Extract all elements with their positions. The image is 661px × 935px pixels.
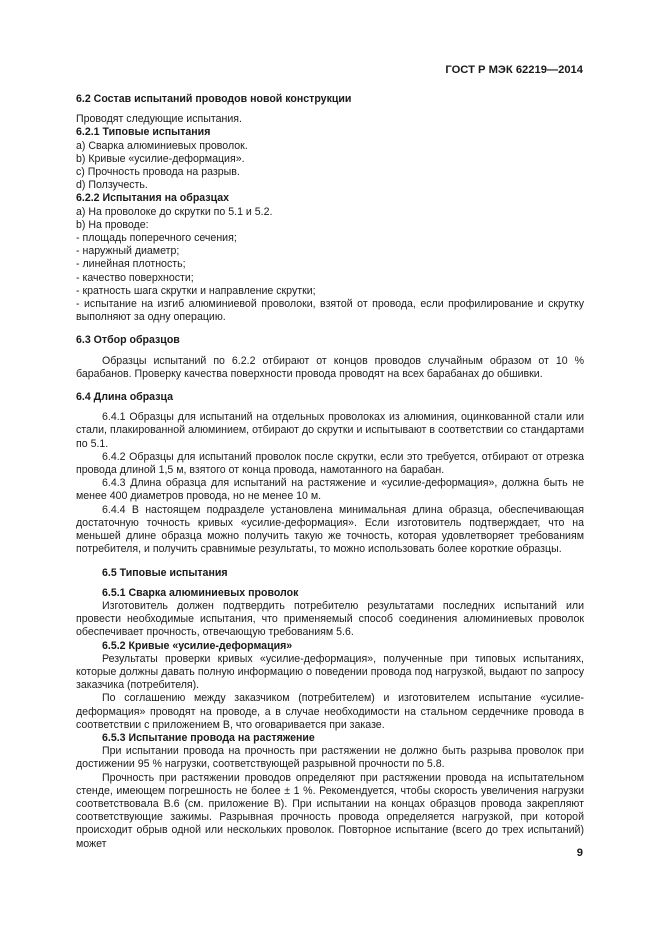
list-item: b) Кривые «усилие-деформация». xyxy=(76,152,245,165)
list-item: a) На проволоке до скрутки по 5.1 и 5.2. xyxy=(76,205,273,218)
paragraph-6-5-1: Изготовитель должен подтвердить потребителю результатами последних испытаний или провести необходимые испытания, что применяемый способ соединения алюминиевых проволок обеспечивает прочность, отвечающую требованиям 5.6. xyxy=(76,599,584,639)
section-6-4-title: 6.4 Длина образца xyxy=(76,391,173,404)
paragraph-6-5-2-b: По соглашению между заказчиком (потребителем) и изготовителем испытание «усилие-деформация» проводят на проводе, а в случае необходимости на стальном сердечнике провода в соответствии с приложением В, что оговаривается при заказе. xyxy=(76,692,584,731)
section-6-2-intro: Проводят следующие испытания. xyxy=(76,113,242,126)
list-item: - качество поверхности; xyxy=(76,271,194,284)
paragraph-6-5-3-b: Прочность при растяжении проводов определяют при растяжении провода на испытательном стенде, имеющем погрешность не более ± 1 %. Рекомендуется, чтобы скорость увеличения нагрузки соответствовала В.6 (см. приложение В). При испытании на концах образцов провода закрепляют соответствующие зажимы. Разрывная прочность провода определяется нагрузкой, при которой происходит обрыв одной или нескольких проволок. Повторное испытание (всего до трех испытаний) может xyxy=(76,771,584,850)
list-item: - кратность шага скрутки и направление скрутки; xyxy=(76,284,316,297)
section-6-5-2-title: 6.5.2 Кривые «усилие-деформация» xyxy=(102,639,293,652)
list-item: - площадь поперечного сечения; xyxy=(76,232,237,245)
section-6-5-title: 6.5 Типовые испытания xyxy=(102,566,228,579)
standard-code-header: ГОСТ Р МЭК 62219—2014 xyxy=(445,64,583,76)
section-6-5-3-title: 6.5.3 Испытание провода на растяжение xyxy=(102,731,315,744)
list-item: b) На проводе: xyxy=(76,218,149,231)
section-6-2-2-title: 6.2.2 Испытания на образцах xyxy=(76,192,230,205)
section-6-5-1-title: 6.5.1 Сварка алюминиевых проволок xyxy=(102,586,299,599)
page-number: 9 xyxy=(576,847,583,859)
section-6-3-text: Образцы испытаний по 6.2.2 отбирают от концов проводов случайным образом от 10 % барабанов. Проверку качества поверхности провода проводят на всех барабанах до обшивки. xyxy=(76,354,584,380)
paragraph-6-4-3: 6.4.3 Длина образца для испытаний на растяжение и «усилие-деформация», должна быть не менее 400 диаметров провода, но не менее 10 м. xyxy=(76,477,584,503)
paragraph-6-5-3-a: При испытании провода на прочность при растяжении не должно быть разрыва проволок при достижении 95 % нагрузки, соответствующей разрывной прочности по 5.8. xyxy=(76,745,584,771)
list-item: - наружный диаметр; xyxy=(76,245,180,258)
list-item: a) Сварка алюминиевых проволок. xyxy=(76,139,248,152)
section-6-2-title: 6.2 Состав испытаний проводов новой конструкции xyxy=(76,93,352,105)
paragraph-6-4-1: 6.4.1 Образцы для испытаний на отдельных проволоках из алюминия, оцинкованной стали или стали, плакированной алюминием, отбирают до скрутки и испытывают в соответствии со стандартами по 5.1. xyxy=(76,411,584,450)
paragraph-6-5-2-a: Результаты проверки кривых «усилие-деформация», полученные при типовых испытаниях, которые должны давать полную информацию о поведении провода под нагрузкой, выдают по запросу заказчика (потребителя). xyxy=(76,652,584,692)
list-item: c) Прочность провода на разрыв. xyxy=(76,166,240,179)
section-6-3-title: 6.3 Отбор образцов xyxy=(76,334,180,347)
document-body xyxy=(76,93,584,851)
paragraph-6-4-2: 6.4.2 Образцы для испытаний проволок после скрутки, если это требуется, отбирают от отрезка провода длиной 1,5 м, взятого от конца провода, намотанного на барабан. xyxy=(76,450,584,477)
section-6-2-1-title: 6.2.1 Типовые испытания xyxy=(76,126,211,139)
paragraph-6-4-4: 6.4.4 В настоящем подразделе установлена минимальная длина образца, обеспечивающая достаточную точность кривых «усилие-деформация». Если изготовитель подтверждает, что на меньшей длине образца можно получить такую же точность, которая удовлетворяет требованиям потребителя, и получить сравнимые результаты, то можно использовать более короткие образцы. xyxy=(76,503,584,556)
list-item-last: - испытание на изгиб алюминиевой проволоки, взятой от провода, если профилирование и скрутку выполняют за одну операцию. xyxy=(76,298,584,324)
list-item: d) Ползучесть. xyxy=(76,179,148,192)
list-item: - линейная плотность; xyxy=(76,258,186,271)
